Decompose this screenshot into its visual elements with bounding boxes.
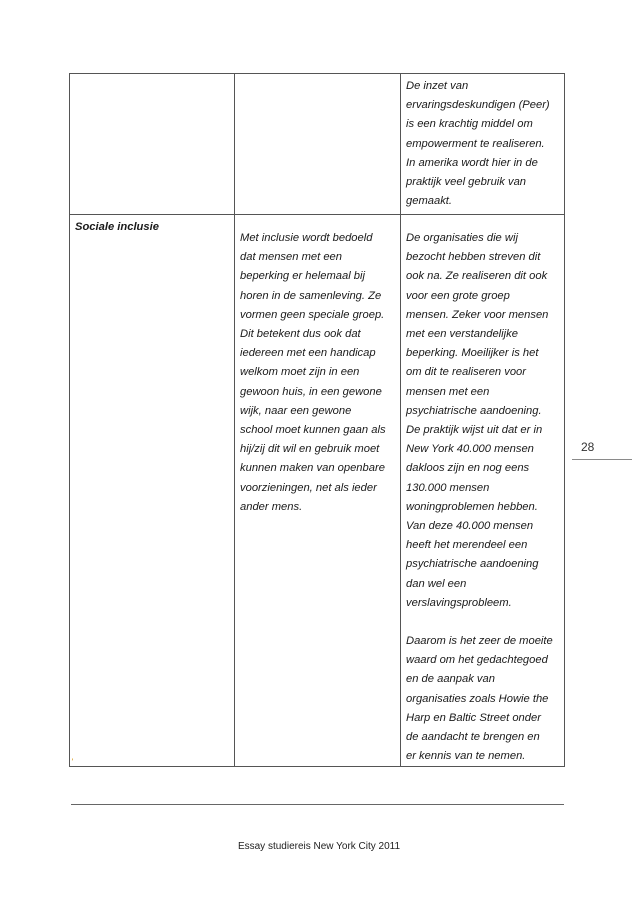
table-cell <box>70 74 235 215</box>
paragraph: Daarom is het zeer de moeite waard om het gedachtegoed en de aanpak van organisaties zoals Howie the Harp en Baltic Street onder de aandacht te brengen en er kennis van te nemen. <box>406 635 553 763</box>
table-cell: De inzet van ervaringsdeskundigen (Peer) is een krachtig middel om empowerment te realiseren. In amerika wordt hier in de praktijk veel gebruik van gemaakt. <box>401 74 565 215</box>
margin-mark: ' <box>71 757 73 767</box>
table-cell <box>235 74 401 215</box>
table-cell: Met inclusie wordt bedoeld dat mensen met een beperking er helemaal bij horen in de samenleving. Ze vormen geen speciale groep. Dit betekent dus ook dat iedereen met een handicap welkom moet zijn in een gewoon huis, in een gewone wijk, naar een gewone school moet kunnen gaan als hij/zij dit wil en gebruik moet kunnen maken van openbare voorzieningen, net als ieder ander mens. <box>235 215 401 767</box>
footer-text: Essay studiereis New York City 2011 <box>237 841 401 852</box>
table-cell <box>401 215 565 767</box>
page-number: 28 <box>581 440 595 454</box>
content-table <box>69 73 565 767</box>
paragraph: De organisaties die wij bezocht hebben streven dit ook na. Ze realiseren dit ook voor een grote groep mensen. Zeker voor mensen met een verstandelijke beperking. Moeilijker is het om dit te realiseren voor mensen met een psychiatrische aandoening. De praktijk wijst uit dat er in New York 40.000 mensen dakloos zijn en nog eens 130.000 mensen woningproblemen hebben. Van deze 40.000 mensen heeft het merendeel een psychiatrische aandoening dan wel een verslavingsprobleem. <box>406 232 549 609</box>
row-label: Sociale inclusie <box>70 215 235 767</box>
table-row <box>70 215 565 767</box>
page-number-rule <box>572 459 632 460</box>
footer-rule <box>71 804 564 805</box>
table-row <box>70 74 565 215</box>
